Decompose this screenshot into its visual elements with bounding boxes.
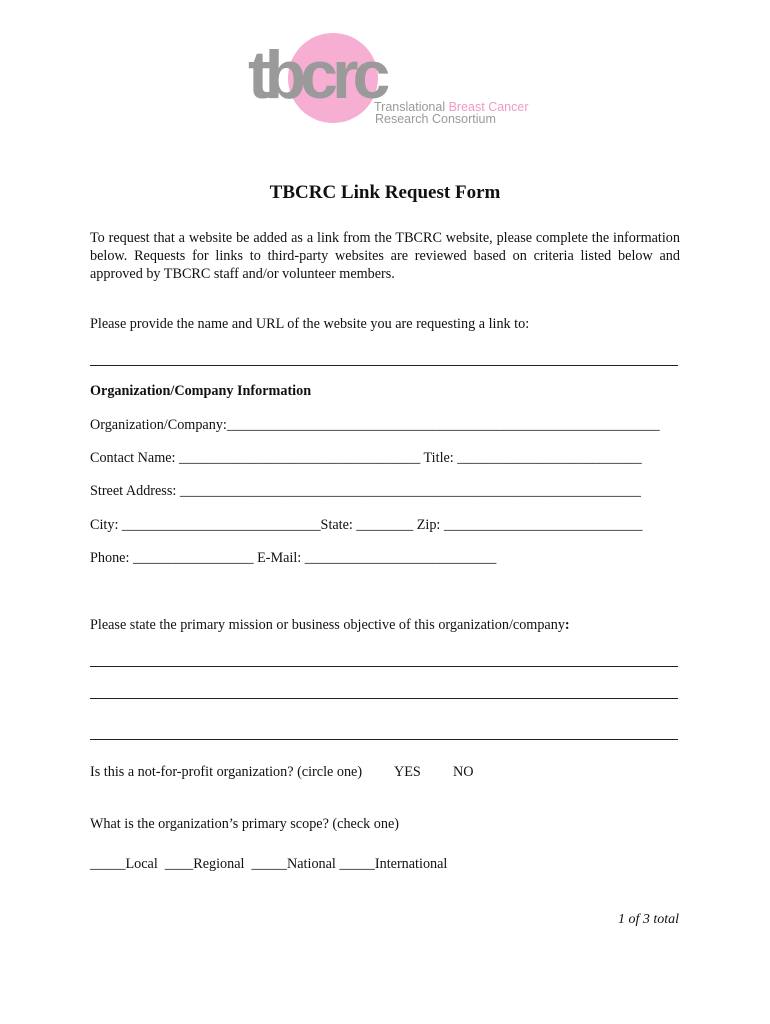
intro-paragraph: To request that a website be added as a link from the TBCRC website, please complete the information below. Requests for links to third-party websites are reviewed based on criteria listed below and approved by TBCRC staff and/or volunteer members. [90,230,680,282]
phone-email-field[interactable]: Phone: _________________ E-Mail: ___________________________ [90,550,497,566]
page-number: 1 of 3 total [617,912,679,927]
org-section-heading: Organization/Company Information [90,383,312,399]
mission-prompt: Please state the primary mission or business objective of this organization/company: [90,617,570,633]
nonprofit-no-option[interactable]: NO [453,764,474,780]
tbcrc-logo [246,30,536,130]
street-address-field[interactable]: Street Address: _________________________________________________________________ [90,483,641,499]
scope-prompt: What is the organization’s primary scope? (check one) [90,816,399,832]
mission-line-2[interactable] [90,698,678,699]
scope-options[interactable]: _____Local ____Regional _____National _____International [90,856,448,872]
org-company-field[interactable]: Organization/Company:_____________________________________________________________ [90,417,660,433]
nonprofit-prompt: Is this a not-for-profit organization? (circle one) [90,764,363,780]
logo-tagline-line2: Research Consortium [375,112,496,126]
city-state-zip-field[interactable]: City: ____________________________State: ________ Zip: ____________________________ [90,517,643,533]
url-input-line[interactable] [90,365,678,366]
contact-title-field[interactable]: Contact Name: __________________________________ Title: __________________________ [90,450,642,466]
logo-tagline-line1: Translational Breast Cancer [374,100,529,114]
form-title: TBCRC Link Request Form [269,182,501,203]
nonprofit-yes-option[interactable]: YES [394,764,421,780]
mission-line-3[interactable] [90,739,678,740]
url-prompt: Please provide the name and URL of the website you are requesting a link to: [90,316,530,332]
logo-wordmark: tbcrc [248,37,385,113]
mission-line-1[interactable] [90,666,678,667]
tbcrc-logo-graphic [246,30,536,130]
